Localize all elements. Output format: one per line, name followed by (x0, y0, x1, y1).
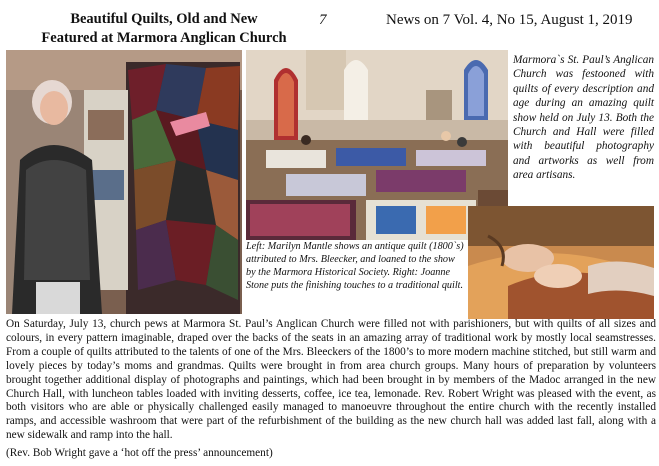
headline-line-1: Beautiful Quilts, Old and New (70, 11, 258, 27)
headline (14, 10, 314, 48)
headline-line-2: Featured at Marmora Anglican Church (41, 30, 287, 46)
photo-credit: (Rev. Bob Wright gave a ‘hot off the press’ announcement) (6, 447, 273, 459)
article-body: On Saturday, July 13, church pews at Marmora St. Paul’s Anglican Church were filled not with parishioners, but with quilts of all sizes and colours, in every pattern imaginable, draped over the backs of the seats in an amazing array of traditional work by mostly local seamstresses. From a couple of quilts attributed to the talents of one of the Mrs. Bleeckers of the 1800’s to more modern machine stitched, but still warm and lovely pieces by today’s moms and grandmas. Quilts were brought in from area church groups. Many hours of preparation by volunteers brought together additional display of photographs and paintings, which had been brought in by members of the Madoc arranged in the new Church Hall, with luncheon tables loaded with inviting desserts, coffee, ice tea, lemonade. Rev. Robert Wright was pleased with the event, as both visitors who are able or physically challenged easily managed to manoeuvre throughout the entire church with the recently installed ramps, and accessible washroom that were part of the refurbishment of the building as the new church hall was added last fall, along with a new sidewalk and ramp into the hall. (6, 318, 656, 442)
photo-quilt-display (6, 50, 242, 314)
masthead: News on 7 Vol. 4, No 15, August 1, 2019 (386, 12, 633, 28)
caption-left: Left: Marilyn Mantle shows an antique quilt (1800`s) attributed to Mrs. Bleecker, and loaned to the show by the Marmora Historical Society. Right: Joanne Stone puts the finishing touches to a traditional quilt. (246, 241, 464, 291)
caption-right: Marmora`s St. Paul’s Anglican Church was festooned with quilts of every description and age during an amazing quilt show held on July 13. Both the Church and Hall were filled with beautiful photography and artworks as well from area artisans. (513, 54, 654, 182)
photo-hands-quilting (468, 206, 654, 319)
page-number: 7 (319, 12, 327, 28)
